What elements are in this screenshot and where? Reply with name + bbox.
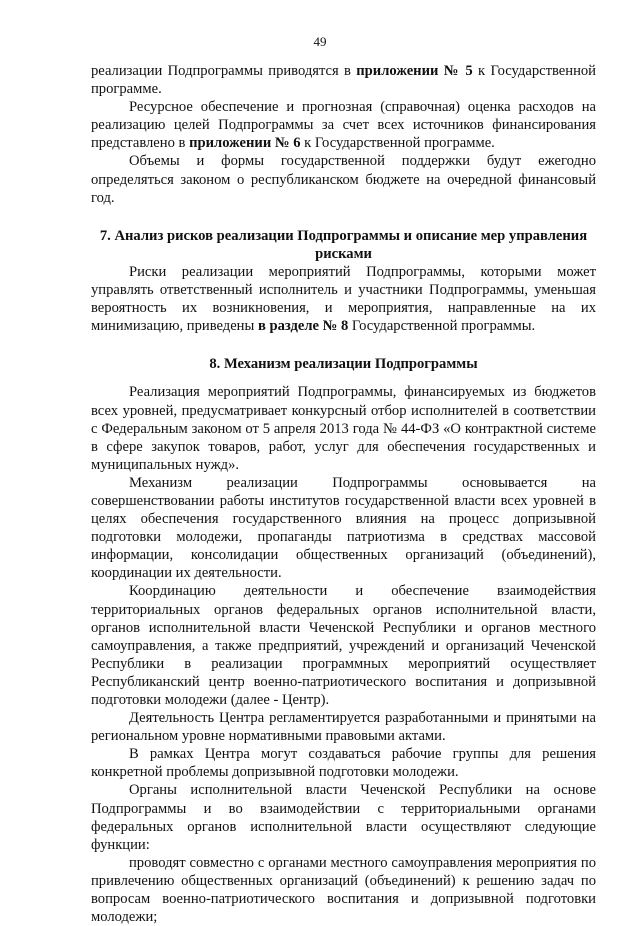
page-content xyxy=(91,62,596,926)
paragraph-text: к Государственной программе. xyxy=(91,63,596,98)
paragraph-resource-support xyxy=(91,98,596,152)
paragraph-text: Риски реализации мероприятий Подпрограммы, которыми может управлять ответственный исполнитель и участники Подпрограммы, уменьшая вероятность их возникновения, и мероприятия, направленные на их минимизацию, приведены xyxy=(91,263,596,335)
paragraph-executive-functions: Органы исполнительной власти Чеченской Республики на основе Подпрограммы и во взаимодействии с территориальными органами федеральных органов исполнительной власти осуществляют следующие функции: xyxy=(91,782,596,853)
paragraph-procurement: Реализация мероприятий Подпрограммы, финансируемых из бюджетов всех уровней, предусматривает конкурсный отбор исполнителей в соответствии с Федеральным законом от 5 апреля 2013 года № 44-ФЗ «О контрактной системе в сфере закупок товаров, работ, услуг для обеспечения государственных и муниципальных нужд». xyxy=(91,384,596,473)
paragraph-support-volumes: Объемы и формы государственной поддержки будут ежегодно определяться законом о республиканском бюджете на очередной финансовый год. xyxy=(91,153,596,206)
paragraph-working-groups: В рамках Центра могут создаваться рабочие группы для решения конкретной проблемы допризывной подготовки молодежи. xyxy=(91,746,596,781)
paragraph-text: к Государственной программе. xyxy=(300,135,495,152)
section-8-reference: в разделе № 8 xyxy=(257,318,349,335)
paragraph-text: Ресурсное обеспечение и прогнозная (справочная) оценка расходов на реализацию целей Подпрограммы за счет всех источников финансирования представлено в xyxy=(91,99,596,152)
paragraph-coordination: Координацию деятельности и обеспечение взаимодействия территориальных органов федеральных органов исполнительной власти, органов исполнительной власти Чеченской Республики и органов местного самоуправления, а также предприятий, учреждений и организаций Чеченской Республики в реализации программных мероприятий осуществляет Республиканский центр военно-патриотического воспитания и допризывной подготовки молодежи (далее - Центр). xyxy=(91,583,596,708)
paragraph-appendix-5 xyxy=(91,62,596,98)
section-7-heading: 7. Анализ рисков реализации Подпрограммы и описание мер управления рисками xyxy=(99,227,588,262)
paragraph-center-regulation: Деятельность Центра регламентируется разработанными и принятыми на региональном уровне нормативными правовыми актами. xyxy=(91,710,596,745)
paragraph-mechanism: Механизм реализации Подпрограммы основывается на совершенствовании работы институтов государственной власти всех уровней в целях обеспечения государственного влияния на процесс допризывной подготовки молодежи, пропаганды патриотизма в средствах массовой информации, консолидации общественных организаций (объединений), координации их деятельности. xyxy=(91,474,596,582)
appendix-5-reference: приложении № 5 xyxy=(356,63,473,79)
paragraph-text: Государственной программы. xyxy=(348,318,536,335)
paragraph-risks xyxy=(91,263,596,335)
paragraph-function-item: проводят совместно с органами местного самоуправления мероприятия по привлечению общественных организаций (объединений) к решению задач по вопросам военно-патриотического воспитания и допризывной подготовки молодежи; xyxy=(91,854,596,926)
paragraph-text: реализации Подпрограммы приводятся в xyxy=(91,63,357,79)
page-number: 49 xyxy=(313,34,327,49)
section-8-heading: 8. Механизм реализации Подпрограммы xyxy=(209,356,478,373)
appendix-6-reference: приложении № 6 xyxy=(189,135,301,152)
